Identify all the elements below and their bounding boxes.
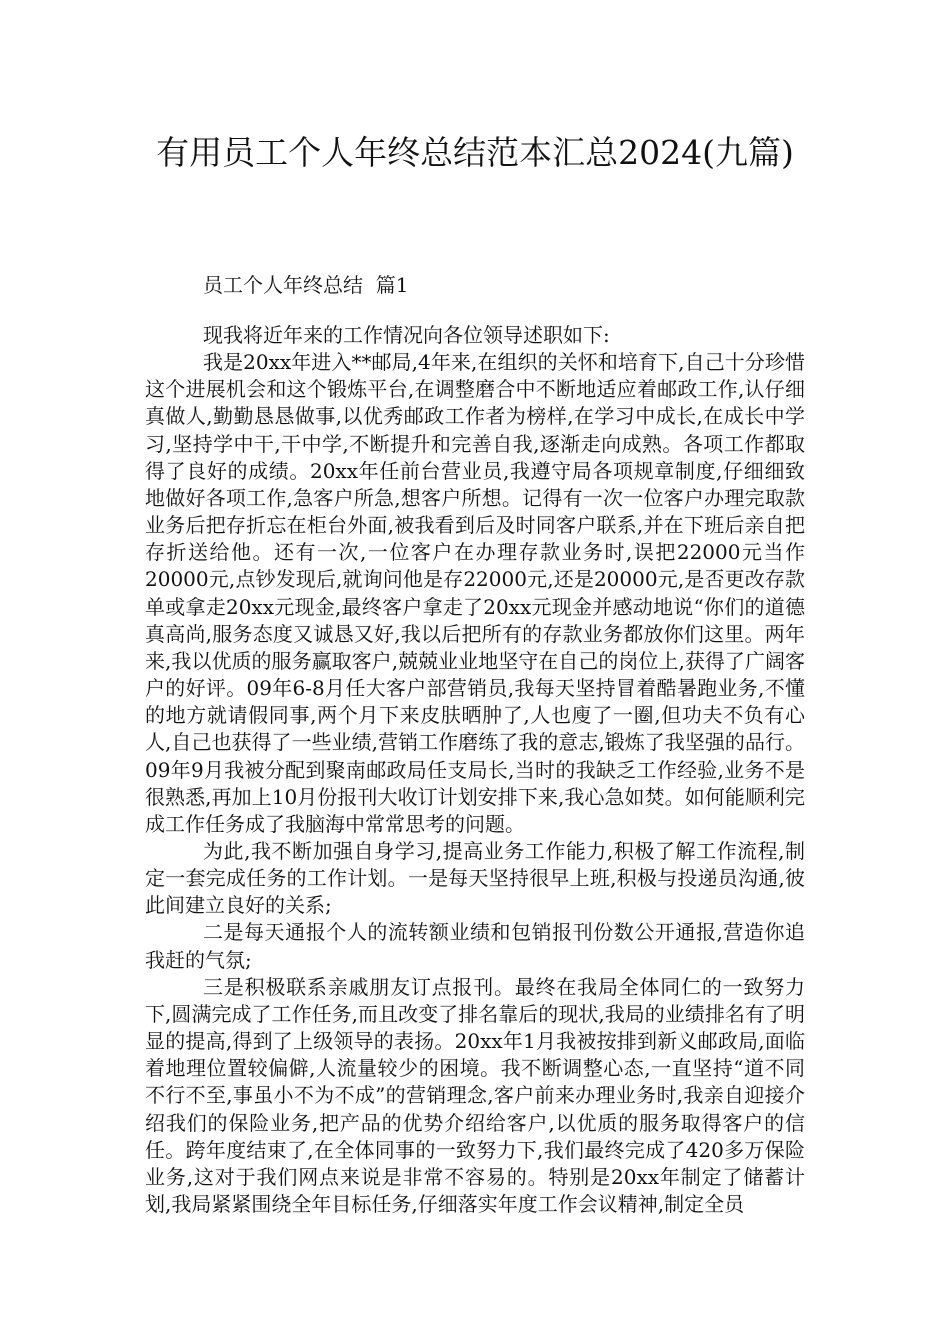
section-heading: 员工个人年终总结 篇1 [203,273,409,297]
paragraph-measures: 为此,我不断加强自身学习,提高业务工作能力,积极了解工作流程,制定一套完成任务的工作计划。一是每天坚持很早上班,积极与投递员沟通,彼此间建立良好的关系; [145,838,805,918]
paragraph-experience: 我是20xx年进入**邮局,4年来,在组织的关怀和培育下,自己十分珍惜这个进展机会和这个锻炼平台,在调整磨合中不断地适应着邮政工作,认仔细真做人,勤勤恳恳做事,以优秀邮政工作者为榜样,在学习中成长,在成长中学习,坚持学中干,干中学,不断提升和完善自我,逐渐走向成熟。各项工作都取得了良好的成绩。20xx年任前台营业员,我遵守局各项规章制度,仔细细致地做好各项工作,急客户所急,想客户所想。记得有一次一位客户办理完取款业务后把存折忘在柜台外面,被我看到后及时同客户联系,并在下班后亲自把存折送给他。还有一次,一位客户在办理存款业务时,误把22000元当作20000元,点钞发现后,就询问他是存22000元,还是20000元,是否更改存款单或拿走20xx元现金,最终客户拿走了20xx元现金并感动地说“你们的道德真高尚,服务态度又诚恳又好,我以后把所有的存款业务都放你们这里。两年来,我以优质的服务赢取客户,兢兢业业地坚守在自己的岗位上,获得了广阔客户的好评。09年6-8月任大客户部营销员,我每天坚持冒着酷暑跑业务,不懂的地方就请假同事,两个月下来皮肤晒肿了,人也廋了一圈,但功夫不负有心人,自己也获得了一些业绩,营销工作磨练了我的意志,锻炼了我坚强的品行。09年9月我被分配到聚南邮政局任支局长,当时的我缺乏工作经验,业务不是很熟悉,再加上10月份报刊大收订计划安排下来,我心急如焚。如何能顺利完成工作任务成了我脑海中常常思考的问题。 [145,350,805,836]
paragraph-measure-three: 三是积极联系亲戚朋友订点报刊。最终在我局全体同仁的一致努力下,圆满完成了工作任务,而且改变了排名靠后的现状,我局的业绩排名有了明显的提高,得到了上级领导的表扬。20xx年1月我被按排到新义邮政局,面临着地理位置较偏僻,人流量较少的困境。我不断调整心态,一直坚持“道不同不行不至,事虽小不为不成”的营销理念,客户前来办理业务时,我亲自迎接介绍我们的保险业务,把产品的优势介绍给客户,以优质的服务取得客户的信任。跨年度结束了,在全体同事的一致努力下,我们最终完成了420多万保险业务,这对于我们网点来说是非常不容易的。特别是20xx年制定了储蓄计划,我局紧紧围绕全年目标任务,仔细落实年度工作会议精神,制定全员 [145,974,805,1216]
paragraph-intro: 现我将近年来的工作情况向各位领导述职如下: [203,323,610,347]
document-body [145,322,805,1218]
paragraph-measure-two: 二是每天通报个人的流转额业绩和包销报刊份数公开通报,营造你追我赶的气氛; [145,920,805,972]
document-title: 有用员工个人年终总结范本汇总2024(九篇) [156,133,794,172]
